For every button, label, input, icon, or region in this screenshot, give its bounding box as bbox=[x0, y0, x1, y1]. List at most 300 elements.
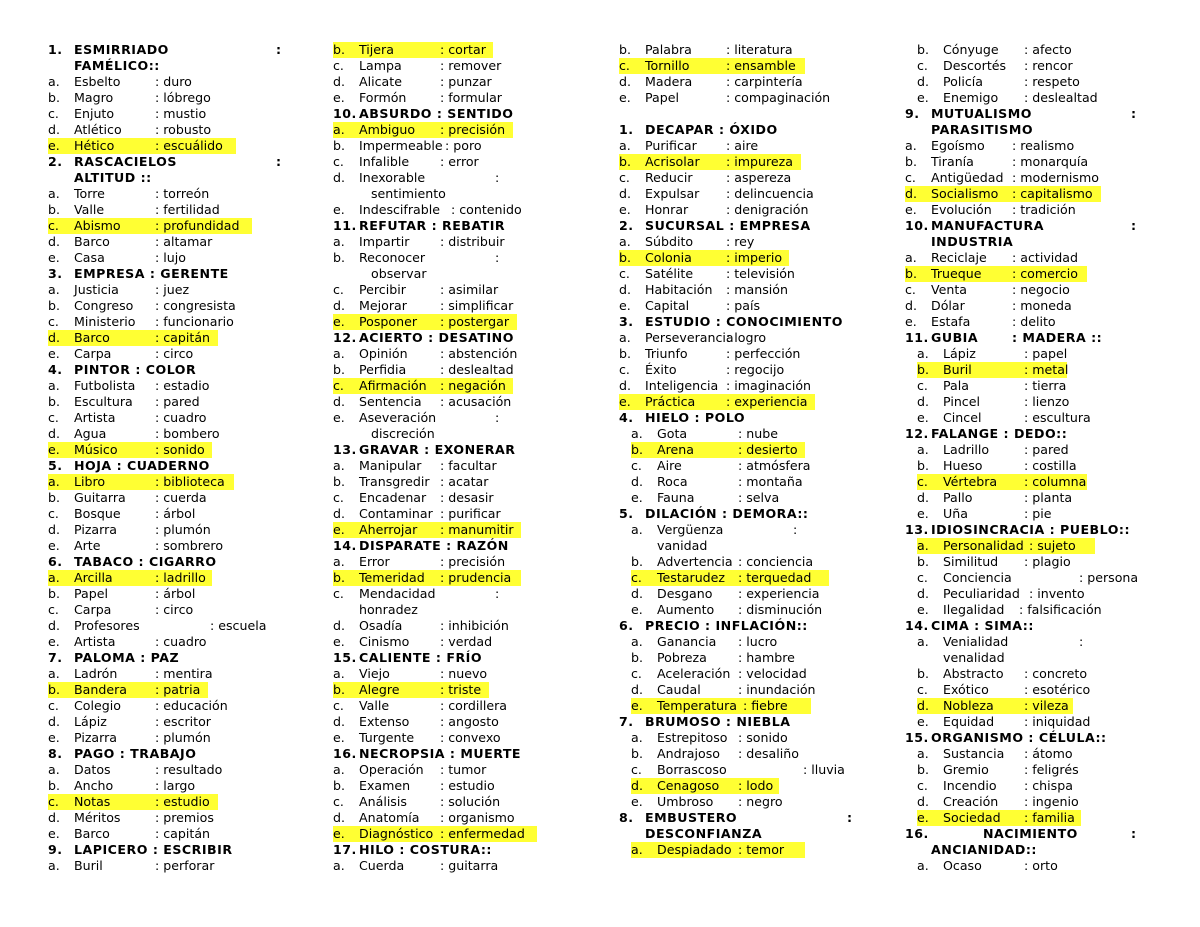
question-number: 3. bbox=[48, 266, 63, 281]
option-row bbox=[48, 106, 318, 122]
option-pair: : profundidad bbox=[155, 218, 240, 233]
option-letter: e. bbox=[333, 90, 345, 105]
question-heading bbox=[905, 330, 1175, 346]
option-letter: d. bbox=[48, 522, 60, 537]
question-number: 13. bbox=[905, 522, 929, 537]
option-letter: b. bbox=[333, 362, 345, 377]
option-term: Sociedad bbox=[943, 810, 1001, 825]
option-pair: : escultura bbox=[1024, 410, 1091, 425]
column-4 bbox=[905, 42, 1175, 874]
option-pair: : negocio bbox=[1012, 282, 1070, 297]
option-row bbox=[619, 522, 889, 538]
option-term: Encadenar bbox=[359, 490, 427, 505]
option-term: Alicate bbox=[359, 74, 402, 89]
option-pair: : cuadro bbox=[155, 410, 207, 425]
option-term: Madera bbox=[645, 74, 693, 89]
option-term: Roca bbox=[657, 474, 688, 489]
option-letter: e. bbox=[333, 634, 345, 649]
option-letter: b. bbox=[631, 650, 643, 665]
option-letter: e. bbox=[631, 698, 643, 713]
option-pair: : experiencia bbox=[738, 586, 820, 601]
wrapped-text: discreción bbox=[371, 426, 435, 441]
option-row bbox=[905, 778, 1175, 794]
option-row bbox=[905, 714, 1175, 730]
option-row bbox=[619, 490, 889, 506]
option-term: Guitarra bbox=[74, 490, 126, 505]
option-letter: a. bbox=[631, 842, 643, 857]
option-term: Cincel bbox=[943, 410, 982, 425]
question-heading bbox=[333, 330, 603, 346]
option-row bbox=[619, 682, 889, 698]
spacer bbox=[619, 106, 889, 122]
option-row bbox=[619, 282, 889, 298]
option-row bbox=[905, 602, 1175, 618]
option-highlighted-answer bbox=[619, 442, 889, 458]
option-term: Aire bbox=[657, 458, 682, 473]
option-row bbox=[333, 762, 603, 778]
option-letter: d. bbox=[631, 586, 643, 601]
option-pair: : falsificación bbox=[1019, 602, 1102, 617]
option-term: Indescifrable bbox=[359, 202, 440, 217]
option-letter: b. bbox=[905, 154, 917, 169]
option-pair: : robusto bbox=[155, 122, 212, 137]
question-number: 4. bbox=[619, 410, 634, 425]
option-term: Ilegalidad bbox=[943, 602, 1005, 617]
option-letter: a. bbox=[333, 458, 345, 473]
option-highlighted-answer bbox=[333, 826, 603, 842]
option-pair: : mustio bbox=[155, 106, 207, 121]
option-letter: c. bbox=[333, 378, 344, 393]
option-pair: : guitarra bbox=[440, 858, 499, 873]
option-pair: : nuevo bbox=[440, 666, 488, 681]
option-term: Antigüedad bbox=[931, 170, 1004, 185]
option-letter: e. bbox=[48, 826, 60, 841]
option-pair: : plumón bbox=[155, 522, 211, 537]
option-letter: c. bbox=[333, 794, 344, 809]
option-pair: : poro bbox=[445, 138, 482, 153]
option-letter: d. bbox=[333, 810, 345, 825]
option-term: Inteligencia bbox=[645, 378, 719, 393]
option-pair: : remover bbox=[440, 58, 502, 73]
option-term: Bosque bbox=[74, 506, 121, 521]
option-term: Turgente bbox=[359, 730, 415, 745]
option-letter: e. bbox=[917, 602, 929, 617]
option-pair: : capitalismo bbox=[1012, 186, 1093, 201]
option-pair: : plagio bbox=[1024, 554, 1071, 569]
option-row bbox=[619, 234, 889, 250]
option-pair: : temor bbox=[738, 842, 785, 857]
option-row bbox=[48, 666, 318, 682]
option-pair: : rey bbox=[726, 234, 755, 249]
option-term: Honrar bbox=[645, 202, 689, 217]
option-letter: a. bbox=[48, 74, 60, 89]
option-row bbox=[333, 698, 603, 714]
option-term: Gota bbox=[657, 426, 688, 441]
option-term: Egoísmo bbox=[931, 138, 985, 153]
question-colon: : bbox=[1131, 106, 1137, 121]
option-term: Equidad bbox=[943, 714, 995, 729]
question-heading bbox=[48, 842, 318, 858]
question-heading bbox=[905, 522, 1175, 538]
option-row bbox=[619, 746, 889, 762]
option-letter: a. bbox=[917, 858, 929, 873]
option-row bbox=[619, 554, 889, 570]
option-row bbox=[48, 282, 318, 298]
option-letter: d. bbox=[333, 74, 345, 89]
option-pair: : afecto bbox=[1024, 42, 1072, 57]
question-number: 9. bbox=[48, 842, 63, 857]
option-letter: d. bbox=[905, 186, 917, 201]
option-pair: : negro bbox=[738, 794, 783, 809]
option-pair: : concreto bbox=[1024, 666, 1088, 681]
option-pair: : invento bbox=[1029, 586, 1085, 601]
option-term: Ladrón bbox=[74, 666, 118, 681]
option-term: Pallo bbox=[943, 490, 973, 505]
option-term: Análisis bbox=[359, 794, 407, 809]
option-pair: : costilla bbox=[1024, 458, 1077, 473]
question-number: 8. bbox=[48, 746, 63, 761]
option-letter: d. bbox=[48, 426, 60, 441]
option-highlighted-answer bbox=[619, 778, 889, 794]
option-pair: : delito bbox=[1012, 314, 1056, 329]
option-letter: b. bbox=[917, 362, 929, 377]
option-letter: b. bbox=[917, 666, 929, 681]
continuation-text bbox=[619, 826, 889, 842]
option-pair: : tumor bbox=[440, 762, 487, 777]
option-letter: d. bbox=[905, 298, 917, 313]
option-term: Uña bbox=[943, 506, 968, 521]
option-letter: e. bbox=[619, 298, 631, 313]
option-term: Transgredir bbox=[359, 474, 430, 489]
option-highlighted-answer bbox=[905, 698, 1175, 714]
option-letter: c. bbox=[48, 410, 59, 425]
option-row bbox=[905, 394, 1175, 410]
option-row bbox=[619, 138, 889, 154]
option-letter: a. bbox=[917, 346, 929, 361]
option-pair: : bombero bbox=[155, 426, 220, 441]
option-row bbox=[48, 826, 318, 842]
option-letter: b. bbox=[48, 778, 60, 793]
option-row bbox=[333, 714, 603, 730]
option-pair: : facultar bbox=[440, 458, 497, 473]
continuation-text bbox=[333, 426, 603, 442]
option-pair: : convexo bbox=[440, 730, 501, 745]
option-pair: : selva bbox=[738, 490, 780, 505]
option-pair: : lucro bbox=[738, 634, 778, 649]
question-heading bbox=[48, 746, 318, 762]
option-term: Ancho bbox=[74, 778, 114, 793]
question-text: GUBIA bbox=[931, 330, 979, 345]
option-pair: : lóbrego bbox=[155, 90, 211, 105]
option-row bbox=[905, 554, 1175, 570]
option-letter: d. bbox=[48, 234, 60, 249]
option-letter: e. bbox=[917, 90, 929, 105]
continuation-text bbox=[333, 266, 603, 282]
option-letter: d. bbox=[917, 74, 929, 89]
option-pair: : largo bbox=[155, 778, 196, 793]
option-row bbox=[905, 138, 1175, 154]
option-row bbox=[619, 170, 889, 186]
option-row bbox=[905, 202, 1175, 218]
option-term: Escultura bbox=[74, 394, 133, 409]
option-row bbox=[333, 810, 603, 826]
question-number: 7. bbox=[619, 714, 634, 729]
option-letter: d. bbox=[619, 74, 631, 89]
option-term: Mendacidad bbox=[359, 586, 436, 601]
option-letter: a. bbox=[619, 330, 631, 345]
option-pair: : experiencia bbox=[726, 394, 808, 409]
option-row bbox=[619, 602, 889, 618]
option-term: Pizarra bbox=[74, 730, 117, 745]
question-heading bbox=[619, 506, 889, 522]
option-pair: : desierto bbox=[738, 442, 798, 457]
option-letter: c. bbox=[48, 314, 59, 329]
option-letter: b. bbox=[631, 554, 643, 569]
option-pair: : bbox=[495, 170, 500, 185]
option-row bbox=[333, 234, 603, 250]
option-letter: a. bbox=[631, 522, 643, 537]
option-letter: a. bbox=[917, 746, 929, 761]
option-highlighted-answer bbox=[905, 474, 1175, 490]
option-letter: c. bbox=[631, 570, 642, 585]
option-letter: a. bbox=[48, 186, 60, 201]
question-text: MUTUALISMO bbox=[931, 106, 1032, 121]
option-highlighted-answer bbox=[619, 842, 889, 858]
question-number: 14. bbox=[333, 538, 357, 553]
option-letter: d. bbox=[619, 378, 631, 393]
option-pair: : aspereza bbox=[726, 170, 792, 185]
option-letter: a. bbox=[631, 634, 643, 649]
option-pair: : feligrés bbox=[1024, 762, 1079, 777]
option-row bbox=[333, 458, 603, 474]
option-letter: e. bbox=[333, 826, 345, 841]
option-row bbox=[619, 730, 889, 746]
option-term: Diagnóstico bbox=[359, 826, 434, 841]
option-term: Enjuto bbox=[74, 106, 115, 121]
option-pair: : aire bbox=[726, 138, 759, 153]
option-term: Barco bbox=[74, 330, 110, 345]
option-letter: e. bbox=[48, 730, 60, 745]
column-3 bbox=[619, 42, 889, 858]
option-term: Libro bbox=[74, 474, 106, 489]
option-letter: c. bbox=[631, 458, 642, 473]
question-text: NECROPSIA : MUERTE bbox=[359, 746, 522, 761]
continuation-text bbox=[905, 650, 1175, 666]
option-term: Perfidia bbox=[359, 362, 407, 377]
option-term: Justicia bbox=[74, 282, 119, 297]
option-pair: : patria bbox=[155, 682, 201, 697]
option-term: Similitud bbox=[943, 554, 999, 569]
option-row bbox=[48, 346, 318, 362]
option-term: Esbelto bbox=[74, 74, 121, 89]
option-pair: : duro bbox=[155, 74, 192, 89]
option-letter: a. bbox=[905, 250, 917, 265]
option-pair: : planta bbox=[1024, 490, 1073, 505]
question-text: NACIMIENTO bbox=[983, 826, 1078, 841]
option-row bbox=[48, 202, 318, 218]
option-term: Peculiaridad bbox=[943, 586, 1020, 601]
option-row bbox=[333, 202, 603, 218]
option-row bbox=[48, 186, 318, 202]
option-letter: d. bbox=[333, 714, 345, 729]
option-term: Buril bbox=[943, 362, 972, 377]
option-term: Posponer bbox=[359, 314, 418, 329]
question-heading bbox=[619, 218, 889, 234]
question-number: 7. bbox=[48, 650, 63, 665]
option-pair: : denigración bbox=[726, 202, 809, 217]
option-term: Cónyuge bbox=[943, 42, 999, 57]
option-pair: : acatar bbox=[440, 474, 489, 489]
option-term: Personalidad bbox=[943, 538, 1024, 553]
option-row bbox=[48, 74, 318, 90]
option-pair: : imaginación bbox=[726, 378, 812, 393]
option-row bbox=[48, 426, 318, 442]
option-pair: : orto bbox=[1024, 858, 1058, 873]
option-letter: e. bbox=[619, 90, 631, 105]
option-term: Reducir bbox=[645, 170, 693, 185]
option-term: Aceleración bbox=[657, 666, 731, 681]
option-letter: c. bbox=[333, 490, 344, 505]
option-row bbox=[48, 378, 318, 394]
question-heading bbox=[905, 730, 1175, 746]
option-letter: c. bbox=[917, 682, 928, 697]
option-pair: : resultado bbox=[155, 762, 223, 777]
option-term: Socialismo bbox=[931, 186, 999, 201]
option-term: Méritos bbox=[74, 810, 121, 825]
option-row bbox=[905, 682, 1175, 698]
option-row bbox=[905, 58, 1175, 74]
question-number: 16. bbox=[905, 826, 929, 841]
option-letter: c. bbox=[48, 794, 59, 809]
option-row bbox=[333, 138, 603, 154]
option-term: Futbolista bbox=[74, 378, 136, 393]
option-letter: c. bbox=[917, 58, 928, 73]
option-row bbox=[619, 298, 889, 314]
option-row bbox=[905, 378, 1175, 394]
option-letter: a. bbox=[619, 138, 631, 153]
option-letter: b. bbox=[917, 554, 929, 569]
option-row bbox=[905, 586, 1175, 602]
option-pair: : plumón bbox=[155, 730, 211, 745]
option-pair: : solución bbox=[440, 794, 501, 809]
option-pair: : estadio bbox=[155, 378, 210, 393]
question-text: EMBUSTERO bbox=[645, 810, 738, 825]
option-letter: a. bbox=[333, 122, 345, 137]
option-letter: e. bbox=[333, 522, 345, 537]
question-colon: : bbox=[276, 154, 282, 169]
option-term: Atlético bbox=[74, 122, 122, 137]
option-row bbox=[48, 490, 318, 506]
option-pair: : perfección bbox=[726, 346, 801, 361]
option-pair: : estudio bbox=[440, 778, 495, 793]
option-row bbox=[48, 506, 318, 522]
question-text: GRAVAR : EXONERAR bbox=[359, 442, 516, 457]
option-pair: : estudio bbox=[155, 794, 210, 809]
option-letter: a. bbox=[48, 474, 60, 489]
question-text: HILO : COSTURA:: bbox=[359, 842, 492, 857]
option-term: Viejo bbox=[359, 666, 390, 681]
option-term: Artista bbox=[74, 634, 116, 649]
option-row bbox=[333, 634, 603, 650]
option-pair: : cuadro bbox=[155, 634, 207, 649]
option-term: Formón bbox=[359, 90, 407, 105]
option-term: Colonia bbox=[645, 250, 692, 265]
option-row bbox=[905, 490, 1175, 506]
option-pair: : torreón bbox=[155, 186, 210, 201]
question-heading bbox=[333, 746, 603, 762]
option-term: Ocaso bbox=[943, 858, 982, 873]
option-term: Osadía bbox=[359, 618, 403, 633]
question-heading bbox=[48, 154, 318, 170]
option-letter: c. bbox=[48, 602, 59, 617]
option-pair: : chispa bbox=[1024, 778, 1073, 793]
option-term: Perseverancia bbox=[645, 330, 734, 345]
question-number: 11. bbox=[905, 330, 929, 345]
option-pair: : disminución bbox=[738, 602, 823, 617]
option-row bbox=[333, 362, 603, 378]
option-pair: : fiebre bbox=[743, 698, 788, 713]
option-letter: d. bbox=[619, 282, 631, 297]
option-row bbox=[333, 154, 603, 170]
option-term: Conciencia bbox=[943, 570, 1012, 585]
question-text: DISPARATE : RAZÓN bbox=[359, 538, 509, 553]
option-row bbox=[905, 154, 1175, 170]
option-pair: : fertilidad bbox=[155, 202, 220, 217]
option-term: Opinión bbox=[359, 346, 408, 361]
option-term: Caudal bbox=[657, 682, 701, 697]
wrapped-text: vanidad bbox=[657, 538, 708, 553]
question-heading bbox=[48, 458, 318, 474]
option-pair: : sonido bbox=[155, 442, 205, 457]
option-term: Nobleza bbox=[943, 698, 994, 713]
option-pair: : distribuir bbox=[440, 234, 505, 249]
option-highlighted-answer bbox=[619, 58, 889, 74]
option-row bbox=[48, 730, 318, 746]
option-highlighted-answer bbox=[619, 698, 889, 714]
option-letter: d. bbox=[917, 794, 929, 809]
option-term: Borrascoso bbox=[657, 762, 727, 777]
option-row bbox=[333, 490, 603, 506]
option-letter: c. bbox=[619, 266, 630, 281]
option-pair: : sombrero bbox=[155, 538, 224, 553]
option-row bbox=[619, 378, 889, 394]
option-row bbox=[619, 650, 889, 666]
option-pair: : simplificar bbox=[440, 298, 514, 313]
wrapped-text: ALTITUD :: bbox=[74, 170, 152, 185]
option-highlighted-answer bbox=[619, 394, 889, 410]
option-letter: a. bbox=[48, 282, 60, 297]
option-pair: : pared bbox=[1024, 442, 1069, 457]
question-number: 15. bbox=[905, 730, 929, 745]
option-pair: : biblioteca bbox=[155, 474, 225, 489]
option-term: Estrepitoso bbox=[657, 730, 728, 745]
option-row bbox=[333, 554, 603, 570]
continuation-text bbox=[905, 842, 1175, 858]
option-pair: : pared bbox=[155, 394, 200, 409]
option-term: Enemigo bbox=[943, 90, 999, 105]
option-pair: : papel bbox=[1024, 346, 1068, 361]
option-pair: : bbox=[495, 250, 500, 265]
option-term: Sentencia bbox=[359, 394, 422, 409]
option-letter: d. bbox=[631, 778, 643, 793]
option-term: Tornillo bbox=[645, 58, 690, 73]
question-text: CIMA : SIMA:: bbox=[931, 618, 1034, 633]
option-row bbox=[48, 810, 318, 826]
option-highlighted-answer bbox=[333, 122, 603, 138]
option-row bbox=[48, 618, 318, 634]
option-letter: d. bbox=[333, 618, 345, 633]
question-colon: : bbox=[847, 810, 853, 825]
